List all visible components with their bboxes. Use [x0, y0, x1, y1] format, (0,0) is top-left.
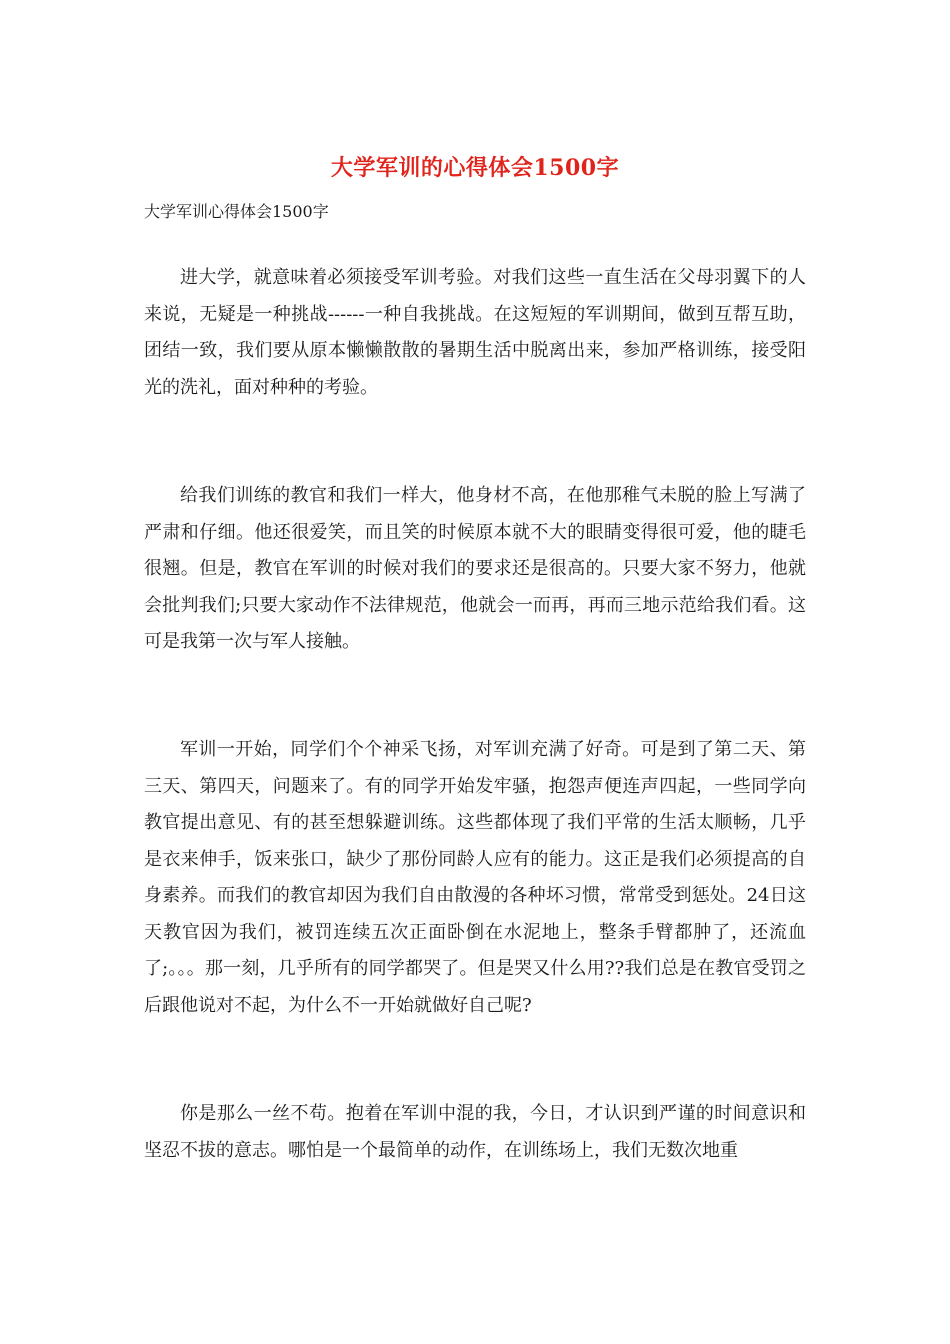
document-subtitle: 大学军训心得体会1500字 [144, 202, 329, 221]
document-title: 大学军训的心得体会1500字 [330, 155, 620, 181]
paragraph-2: 给我们训练的教官和我们一样大，他身材不高，在他那稚气未脱的脸上写满了严肃和仔细。他还很爱笑，而且笑的时候原本就不大的眼睛变得很可爱，他的睫毛很翘。但是，教官在军训的时候对我们的要求还是很高的。只要大家不努力，他就会批判我们;只要大家动作不法律规范，他就会一而再，再而三地示范给我们看。这可是我第一次与军人接触。 [144, 485, 806, 652]
paragraph-4: 你是那么一丝不苟。抱着在军训中混的我，今日，才认识到严谨的时间意识和坚忍不拔的意志。哪怕是一个最简单的动作，在训练场上，我们无数次地重 [144, 1103, 806, 1161]
paragraph-1: 进大学，就意味着必须接受军训考验。对我们这些一直生活在父母羽翼下的人来说，无疑是一种挑战------一种自我挑战。在这短短的军训期间，做到互帮互助，团结一致，我们要从原本懒懒散散的暑期生活中脱离出来，参加严格训练，接受阳光的洗礼，面对种种的考验。 [144, 267, 806, 398]
paragraph-3: 军训一开始，同学们个个神采飞扬，对军训充满了好奇。可是到了第二天、第三天、第四天，问题来了。有的同学开始发牢骚，抱怨声便连声四起，一些同学向教官提出意见、有的甚至想躲避训练。这些都体现了我们平常的生活太顺畅，几乎是衣来伸手，饭来张口，缺少了那份同龄人应有的能力。这正是我们必须提高的自身素养。而我们的教官却因为我们自由散漫的各种坏习惯，常常受到惩处。24日这天教官因为我们，被罚连续五次正面卧倒在水泥地上，整条手臂都肿了，还流血了;。。。那一刻，几乎所有的同学都哭了。但是哭又什么用??我们总是在教官受罚之后跟他说对不起，为什么不一开始就做好自己呢? [144, 739, 806, 1016]
